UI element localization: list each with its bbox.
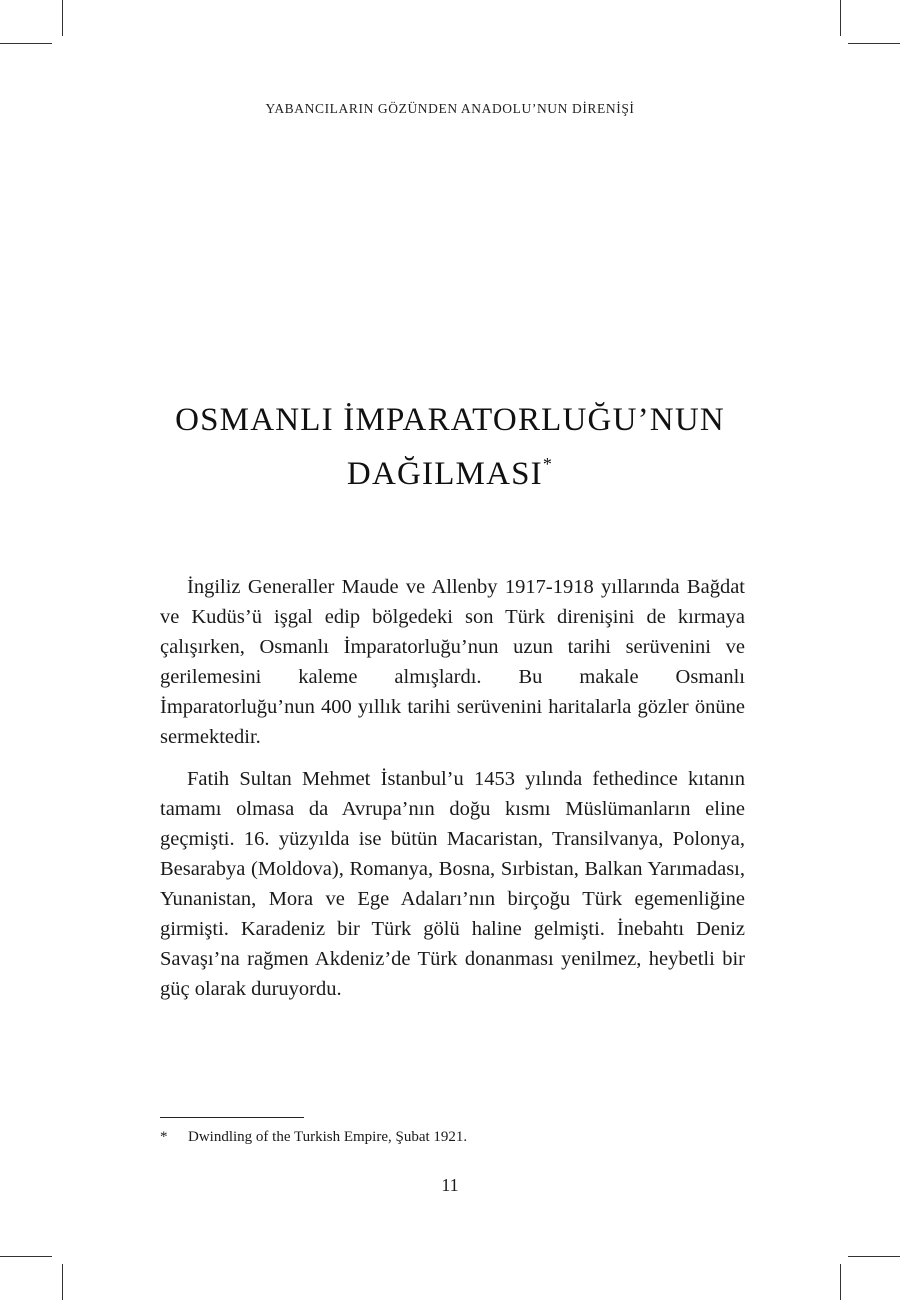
footnote-divider: [160, 1117, 304, 1118]
crop-mark-top-left-vertical: [62, 0, 63, 36]
crop-mark-bottom-right-vertical: [840, 1264, 841, 1300]
footnote: [160, 1126, 745, 1148]
footnote-text: Dwindling of the Turkish Empire, Şubat 1921.: [188, 1129, 468, 1145]
crop-mark-bottom-left-horizontal: [0, 1256, 52, 1257]
crop-mark-bottom-right-horizontal: [848, 1256, 900, 1257]
crop-mark-top-right-horizontal: [848, 43, 900, 44]
page-number: 11: [441, 1175, 459, 1195]
running-head: YABANCILARIN GÖZÜNDEN ANADOLU’NUN DİRENİŞİ: [265, 101, 635, 116]
chapter-title-line2: DAĞILMASI: [346, 456, 543, 492]
chapter-title-line1: OSMANLI İMPARATORLUĞU’NUN: [175, 402, 725, 438]
footnote-mark: *: [160, 1129, 168, 1145]
crop-mark-top-right-vertical: [840, 0, 841, 36]
footnote-reference-mark: *: [542, 454, 554, 474]
crop-mark-bottom-left-vertical: [62, 1264, 63, 1300]
paragraph: İngiliz Generaller Maude ve Allenby 1917-1918 yıllarında Bağdat ve Kudüs’ü işgal edip bölgedeki son Türk direnişini de kırmaya çalışırken, Osmanlı İmparatorluğu’nun uzun tarihi serüvenini ve gerilemesini kaleme almışlardı. Bu makale Osmanlı İmparatorluğu’nun 400 yıllık tarihi serüvenini haritalarla gözler önüne sermektedir.: [160, 576, 745, 748]
body-text: [160, 572, 745, 1016]
crop-mark-top-left-horizontal: [0, 43, 52, 44]
chapter-title: [150, 398, 750, 496]
paragraph: Fatih Sultan Mehmet İstanbul’u 1453 yılında fethedince kıtanın tamamı olmasa da Avrupa’nın doğu kısmı Müslümanların eline geçmişti. 16. yüzyılda ise bütün Macaristan, Transilvanya, Polonya, Besarabya (Moldova), Romanya, Bosna, Sırbistan, Balkan Yarımadası, Yunanistan, Mora ve Ege Adaları’nın birçoğu Türk egemenliğine girmişti. Karadeniz bir Türk gölü haline gelmişti. İnebahtı Deniz Savaşı’na rağmen Akdeniz’de Türk donanması yenilmez, heybetli bir güç olarak duruyordu.: [160, 768, 745, 1000]
